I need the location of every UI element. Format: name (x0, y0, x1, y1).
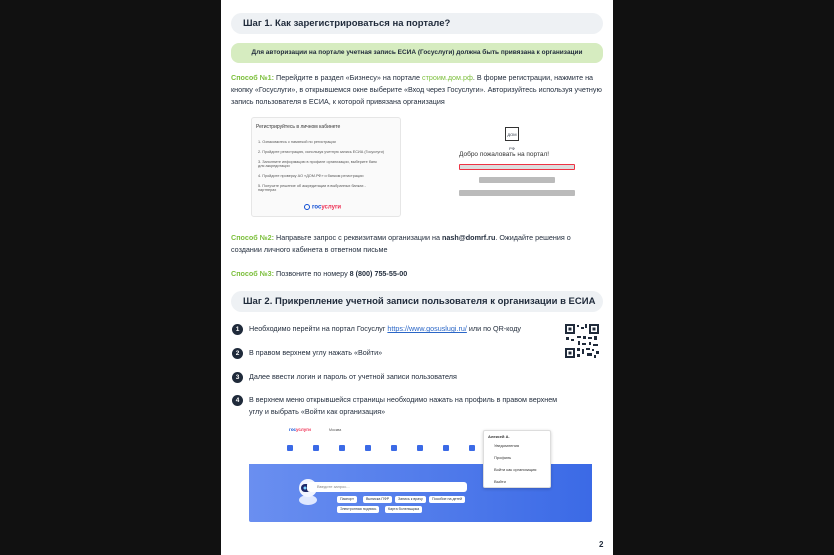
gos-text: гос (312, 204, 322, 211)
gosuslugi-link[interactable]: https://www.gosuslugi.ru/ (387, 324, 467, 333)
gosuslugi-button[interactable] (304, 204, 341, 211)
method2-text-b: . Ожидайте решения о создании личного кабинета в ответном письме (231, 233, 571, 254)
step2-item-1 (249, 323, 521, 335)
welcome-title: Добро пожаловать на портал! (459, 151, 550, 158)
step2-heading: Шаг 2. Прикрепление учетной записи пользователя к организации в ЕСИА (231, 291, 603, 312)
register-step: 2. Пройдите регистрацию, используя учетную запись ЕСИА (Госуслуги) (258, 150, 385, 154)
register-step: 4. Пройдите проверку АО «ДОМ.РФ» и банком регистрации (258, 174, 364, 178)
esia-note: Для авторизации на портале учетная запись ЕСИА (Госуслуги) должна быть привязана к организации (231, 43, 603, 63)
step-number: 4 (232, 395, 243, 406)
logo-gos: гос (289, 427, 297, 432)
step2-item-4 (249, 394, 579, 418)
login-button[interactable] (459, 164, 575, 170)
tertiary-button[interactable] (459, 190, 575, 196)
menu-login-as-org[interactable]: Войти как организация (494, 467, 537, 472)
method1-text-b: . В форме регистрации, нажмите на кнопку «Госуслуги», в открывшемся окне выберите «Вход через Госуслуги». Авторизуйтесь используя учетную запись пользователя в ЕСИА, к которой привязана организация (231, 73, 602, 106)
registration-screenshot (251, 117, 581, 217)
method1-label: Способ №1: (231, 73, 275, 82)
profile-menu (483, 430, 551, 488)
chip-fan-card[interactable]: Карта болельщика (385, 506, 422, 513)
gosuslugi-screenshot (249, 424, 592, 522)
register-panel (251, 117, 401, 217)
menu-notifications[interactable]: Уведомления (494, 443, 520, 448)
qr-code-icon (564, 323, 600, 359)
step2-item-4-line2: углу и выбрать «Войти как организация» (249, 407, 386, 416)
gosuslugi-logo (289, 427, 311, 432)
chip-signature[interactable]: Электронная подпись (337, 506, 379, 513)
step2-item-1-suffix: или по QR-коду (466, 324, 522, 333)
step1-heading: Шаг 1. Как зарегистрироваться на портале? (231, 13, 603, 34)
menu-user-name: Алексей А. (488, 434, 510, 439)
method2-paragraph (231, 232, 603, 256)
method1-text-a: Перейдите в раздел «Бизнесу» на портале (274, 73, 422, 82)
chip-children[interactable]: Пособие на детей (429, 496, 465, 503)
register-step: 1. Ознакомьтесь с памяткой по регистрации (258, 140, 336, 144)
uslugi-text: услуги (321, 204, 342, 211)
step-number: 1 (232, 324, 243, 335)
gosuslugi-icon (304, 204, 310, 210)
email-link[interactable]: nash@domrf.ru (442, 233, 496, 242)
chip-pfr[interactable]: Выписка ПФР (363, 496, 392, 503)
step-number: 2 (232, 348, 243, 359)
chip-doctor[interactable]: Запись к врачу (395, 496, 426, 503)
city-label[interactable]: Москва (329, 428, 342, 432)
method3-text: Позвоните по номеру (274, 269, 350, 278)
register-step: 5. Получите решение об аккредитации в выбранных банках - партнерах (258, 184, 366, 192)
menu-profile[interactable]: Профиль (494, 455, 512, 460)
step-number: 3 (232, 372, 243, 383)
phone-number: 8 (800) 755-55-00 (349, 269, 408, 278)
secondary-button[interactable] (479, 177, 555, 183)
chip-passport[interactable]: Паспорт (337, 496, 357, 503)
menu-logout[interactable]: Выйти (494, 479, 506, 484)
step2-item-4-line1: В верхнем меню открывшейся страницы необходимо нажать на профиль в правом верхнем (249, 395, 558, 404)
method3-label: Способ №3: (231, 269, 275, 278)
domrf-logo: ДОМ РФ (505, 127, 519, 141)
logo-uslugi: услуги (296, 427, 311, 432)
method2-text-a: Направьте запрос с реквизитами организации на (274, 233, 442, 242)
stroim-link[interactable]: строим.дом.рф (422, 73, 473, 82)
step2-item-2: В правом верхнем углу нажать «Войти» (249, 348, 383, 357)
method1-paragraph (231, 72, 603, 108)
document-page (221, 0, 613, 555)
register-step: 3. Заполните информацию в профиле организации, выберите банк для аккредитации (258, 160, 377, 168)
step2-item-1-text: Необходимо перейти на портал Госуслуг (249, 324, 388, 333)
service-search-input[interactable]: Введите запрос... (307, 482, 467, 492)
step2-item-3: Далее ввести логин и пароль от учетной записи пользователя (249, 372, 457, 381)
page-number: 2 (599, 540, 604, 549)
method2-label: Способ №2: (231, 233, 275, 242)
method3-paragraph (231, 268, 603, 280)
register-title: Регистрируйтесь в личном кабинете (256, 124, 341, 130)
welcome-panel (451, 117, 581, 217)
